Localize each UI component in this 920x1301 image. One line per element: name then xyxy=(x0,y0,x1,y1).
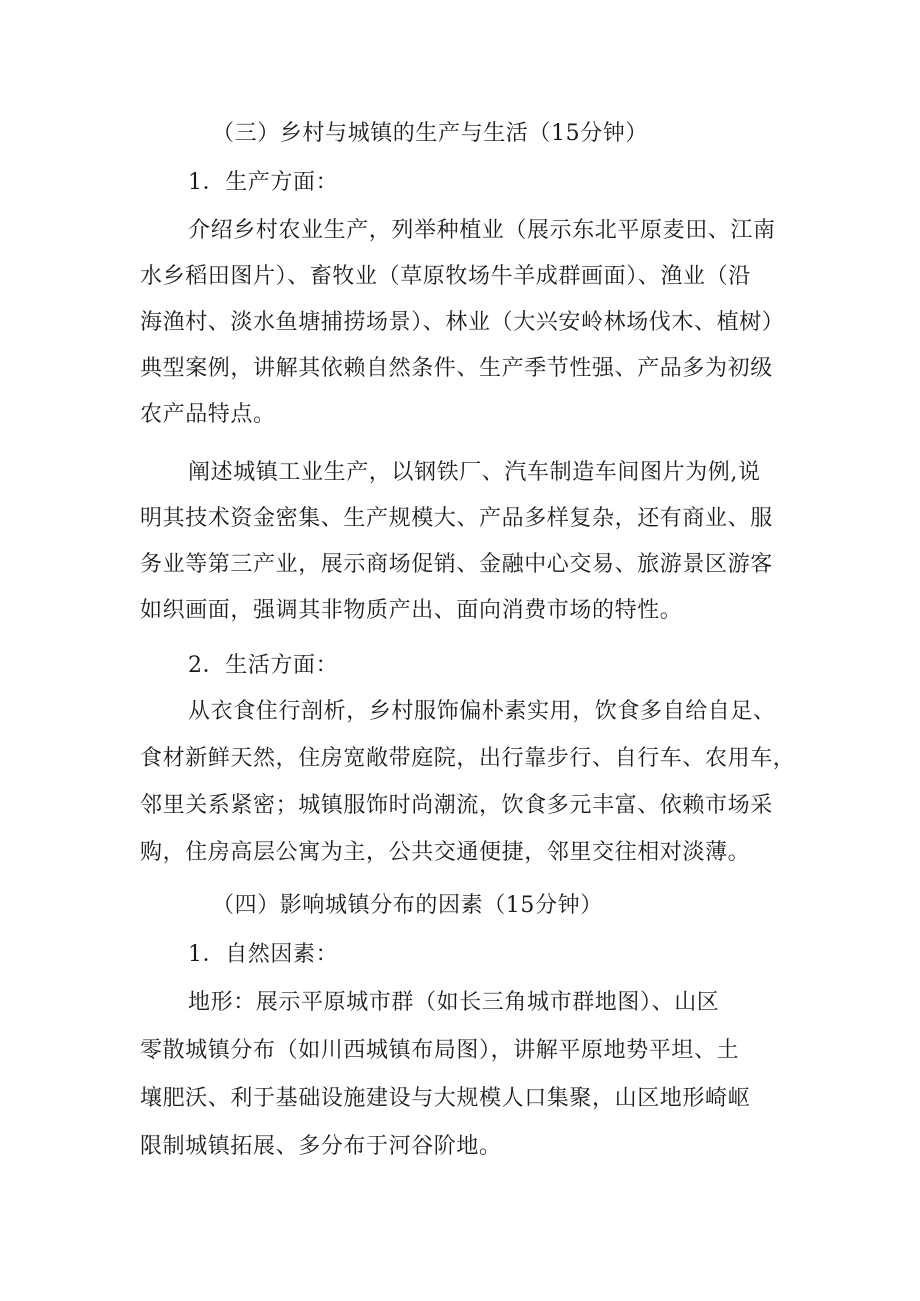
paragraph-line: 地形：展示平原城市群（如长三角城市群地图）、山区 xyxy=(188,990,720,1015)
paragraph-line: 壤肥沃、利于基础设施建设与大规模人口集聚，山区地形崎岖 xyxy=(140,1086,751,1111)
section-4-heading: （四）影响城镇分布的因素（15分钟） xyxy=(212,893,603,918)
paragraph-line: 明其技术资金密集、生产规模大、产品多样复杂，还有商业、服 xyxy=(140,506,773,531)
paragraph-line: 邻里关系紧密；城镇服饰时尚潮流，饮食多元丰富、依赖市场采 xyxy=(140,793,773,818)
paragraph-line: 海渔村、淡水鱼塘捕捞场景）、林业（大兴安岭林场伐木、植树） xyxy=(140,310,785,335)
paragraph-line: 水乡稻田图片）、畜牧业（草原牧场牛羊成群画面）、渔业（沿 xyxy=(140,264,751,289)
section-3-item-1-label: 1．生产方面： xyxy=(188,170,339,195)
paragraph-line: 介绍乡村农业生产，列举种植业（展示东北平原麦田、江南 xyxy=(188,218,776,243)
paragraph-line: 购，住房高层公寓为主，公共交通便捷，邻里交往相对淡薄。 xyxy=(140,840,751,865)
section-3-heading: （三）乡村与城镇的生产与生活（15分钟） xyxy=(212,121,648,146)
paragraph-line: 典型案例，讲解其依赖自然条件、生产季节性强、产品多为初级 xyxy=(140,356,773,381)
paragraph-line: 食材新鲜天然，住房宽敞带庭院，出行靠步行、自行车、农用车， xyxy=(140,746,796,771)
section-4-item-1-label: 1．自然因素： xyxy=(188,942,339,967)
paragraph-line: 从衣食住行剖析，乡村服饰偏朴素实用，饮食多自给自足、 xyxy=(188,699,776,724)
paragraph-line: 如织画面，强调其非物质产出、面向消费市场的特性。 xyxy=(140,598,683,623)
paragraph-line: 务业等第三产业，展示商场促销、金融中心交易、旅游景区游客 xyxy=(140,552,773,577)
section-3-item-2-label: 2．生活方面： xyxy=(188,653,339,678)
paragraph-line: 农产品特点。 xyxy=(140,402,276,427)
paragraph-line: 阐述城镇工业生产，以钢铁厂、汽车制造车间图片为例,说 xyxy=(188,460,761,485)
paragraph-line: 限制城镇拓展、多分布于河谷阶地。 xyxy=(140,1134,502,1159)
paragraph-line: 零散城镇分布（如川西城镇布局图），讲解平原地势平坦、土 xyxy=(140,1038,740,1063)
